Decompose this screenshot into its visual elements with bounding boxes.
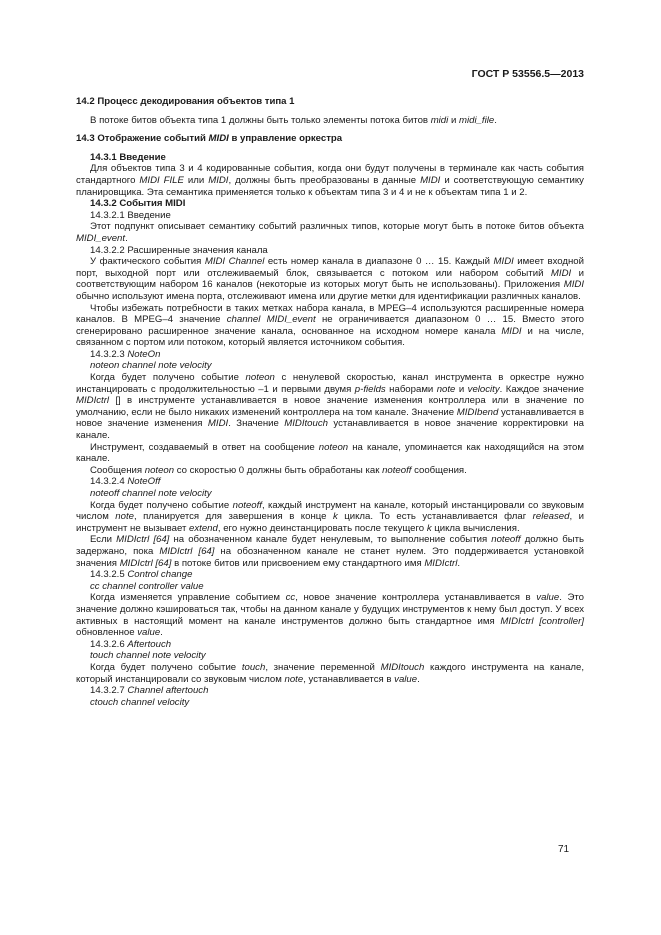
spacer <box>76 145 584 152</box>
subsection-label: 14.3.2.5 Control change <box>90 569 193 581</box>
section-heading: 14.3 Отображение событий MIDI в управление оркестра <box>76 133 343 145</box>
subsection-label: ctouch channel velocity <box>90 696 190 708</box>
subsection-label: 14.3.2.4 NoteOff <box>90 476 161 488</box>
subsection-label: noteoff channel note velocity <box>90 488 212 499</box>
paragraph: Сообщения noteon со скоростью 0 должны быть обработаны как noteoff сообщения. <box>90 464 467 476</box>
section-heading: 14.3.1 Введение <box>90 151 166 163</box>
paragraph: Чтобы избежать потребности в таких метках набора канала, в MPEG–4 используются расширенные номера каналов. В MPEG–4 значение channel MIDI_event не ограничивается диапазоном 0 … 15. Вместо этого сгенерировано расширенное значение канала, основанное на исходном номере канала MIDI и на числе, связанном с портом или потоком, который является источником события. <box>76 302 584 349</box>
paragraph: В потоке битов объекта типа 1 должны быть только элементы потока битов midi и midi_file. <box>90 114 497 126</box>
subsection-label: touch channel note velocity <box>90 650 206 662</box>
subsection-label: 14.3.2.1 Введение <box>90 209 171 221</box>
paragraph: Когда изменяется управление событием cc, новое значение контроллера устанавливается в value. Это значение должно кэшироваться так, чтобы на данном канале у будущих инструментов к нему был доступ. У всех активных в настоящий момент на канале инструментов должно быть стандартное имя MIDIctrl [controller] обновленное value. <box>76 592 584 639</box>
paragraph: У фактического события MIDI Channel есть номер канала в диапазоне 0 … 15. Каждый MIDI имеет входной порт, выходной порт или отслеживаемый блок, связывается с потоком или набором событий MIDI и соответствующим набором 16 каналов (некоторые из которых могут быть не использованы). Приложения MIDI обычно используют имена порта, отслеживают имена или другие метки для идентификации различных каналов. <box>76 256 584 302</box>
paragraph: Для объектов типа 3 и 4 кодированные события, когда они будут получены в терминале как часть события стандартного MIDI FILE или MIDI, должны быть преобразованы в данные MIDI и соответствующую семантику планировщика. Эта семантика применяется только к объектам типа 3 и 4 и не к объектам типа 1 и 2. <box>76 163 584 198</box>
subsection-label: noteon channel note velocity <box>90 360 212 372</box>
section-heading: 14.3.2 События MIDI <box>90 198 186 210</box>
document-body <box>76 96 584 708</box>
paragraph: Когда будет получено событие touch, значение переменной MIDItouch каждого инструмента на канале, который инстанцировали со звуковым числом note, устанавливается в value. <box>76 661 584 685</box>
subsection-label: cc channel controller value <box>90 580 204 592</box>
subsection-label: 14.3.2.3 NoteOn <box>90 348 161 360</box>
paragraph: Когда будет получено событие noteon с ненулевой скоростью, канал инструмента в оркестре нужно инстанцировать с продолжительностью –1 и первыми двумя p-fields наборами note и velocity. Каждое значение MIDIctrl [] в инструменте устанавливается в новое значение изменения контроллера или в значение по умолчанию, если не было никаких изменений контроллера на том канале. Значение MIDIbend устанавливается в новое значение изменения MIDI. Значение MIDItouch устанавливается в новое значение корректировки на канале. <box>76 372 584 442</box>
section-heading: 14.2 Процесс декодирования объектов типа 1 <box>76 96 295 107</box>
spacer <box>76 126 584 133</box>
page-number: 71 <box>558 844 570 855</box>
spacer <box>76 108 584 115</box>
paragraph: Если MIDIctrl [64] на обозначенном канале будет ненулевым, то выполнение события noteoff должно быть задержано, пока MIDIctrl [64] на обозначенном канале не станет нулем. Это поддерживается установкой значения MIDIctrl [64] в потоке битов или присвоением ему стандартного имя MIDIctrl. <box>76 534 584 569</box>
paragraph: Когда будет получено событие noteoff, каждый инструмент на канале, который инстанцировали со звуковым числом note, планируется для завершения в конце k цикла. То есть устанавливается флаг released, и инструмент не вызывает extend, его нужно деинстанцировать после текущего k цикла вычисления. <box>76 499 585 534</box>
paragraph: Инструмент, создаваемый в ответ на сообщение noteon на канале, упоминается как находящийся на этом канале. <box>76 441 584 465</box>
subsection-label: 14.3.2.6 Aftertouch <box>90 638 172 650</box>
subsection-label: 14.3.2.7 Channel aftertouch <box>90 685 209 697</box>
subsection-label: 14.3.2.2 Расширенные значения канала <box>90 244 268 256</box>
paragraph: Этот подпункт описывает семантику событий различных типов, которые могут быть в потоке битов объекта MIDI_event. <box>76 221 584 244</box>
standard-header: ГОСТ Р 53556.5—2013 <box>471 68 584 80</box>
